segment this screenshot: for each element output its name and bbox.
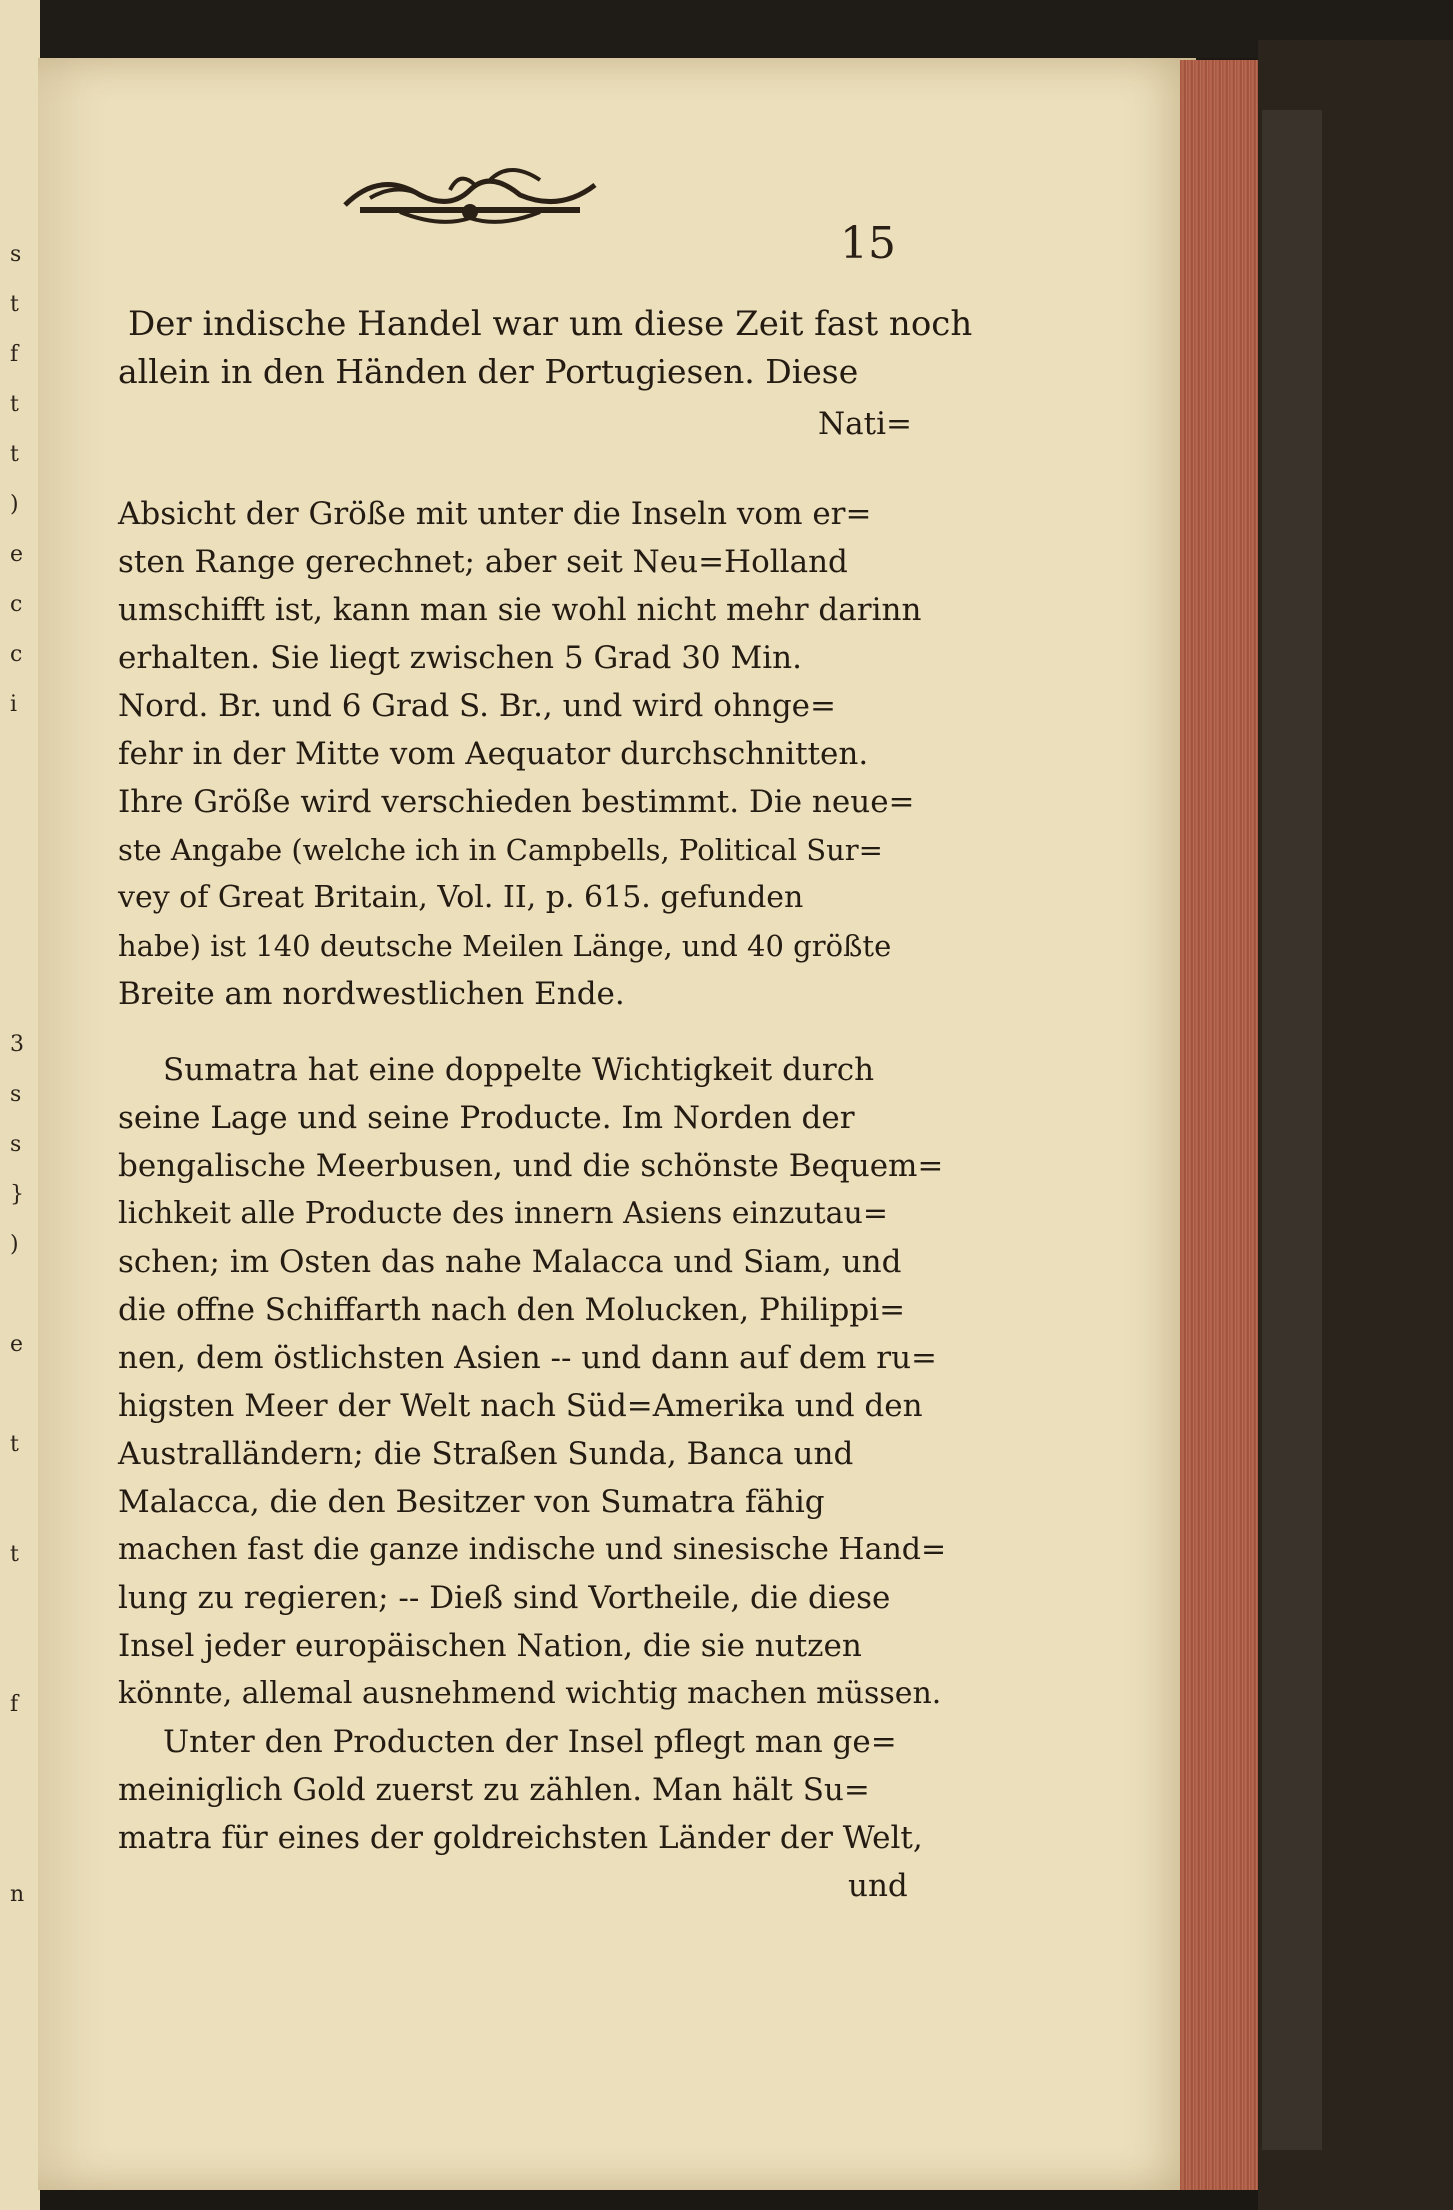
bleed-char: 3 (10, 1032, 24, 1057)
text-line: meiniglich Gold zuerst zu zählen. Man hält Su= (118, 1772, 870, 1808)
bleed-char: t (10, 1432, 19, 1457)
text-line: sten Range gerechnet; aber seit Neu=Holland (118, 544, 848, 580)
bleed-char: t (10, 1542, 19, 1567)
text-line: Breite am nordwestlichen Ende. (118, 976, 625, 1012)
book-cover-spine-shadow (1262, 110, 1322, 2150)
page-fore-edge (1180, 60, 1260, 2190)
text-line: Australländern; die Straßen Sunda, Banca und (118, 1436, 854, 1472)
bleed-char: e (10, 542, 24, 567)
bleed-char: } (10, 1182, 24, 1207)
text-line: Malacca, die den Besitzer von Sumatra fähig (118, 1484, 825, 1520)
text-line: higsten Meer der Welt nach Süd=Amerika und den (118, 1388, 923, 1424)
bleed-char: f (10, 1692, 19, 1717)
text-line: nen, dem östlichsten Asien -- und dann auf dem ru= (118, 1340, 938, 1376)
previous-page-edge (0, 0, 40, 2210)
catchword: und (848, 1868, 908, 1904)
text-line: ste Angabe (welche ich in Campbells, Political Sur= (118, 833, 883, 867)
page-number: 15 (840, 218, 896, 269)
text-line: Ihre Größe wird verschieden bestimmt. Die neue= (118, 784, 915, 820)
text-line: lichkeit alle Producte des innern Asiens einzutau= (118, 1196, 888, 1231)
text-line: erhalten. Sie liegt zwischen 5 Grad 30 Min. (118, 640, 802, 676)
text-line: matra für eines der goldreichsten Länder der Welt, (118, 1820, 923, 1856)
text-line: Sumatra hat eine doppelte Wichtigkeit durch (163, 1052, 875, 1088)
text-line: Der indische Handel war um diese Zeit fast noch (128, 304, 973, 344)
text-line: die offne Schiffarth nach den Molucken, Philippi= (118, 1292, 906, 1328)
book-top-board (0, 0, 1453, 58)
text-line: seine Lage und seine Producte. Im Norden der (118, 1100, 855, 1136)
text-line: Nord. Br. und 6 Grad S. Br., und wird ohnge= (118, 688, 836, 724)
text-line: habe) ist 140 deutsche Meilen Länge, und 40 größte (118, 929, 892, 963)
bleed-char: t (10, 392, 19, 417)
text-line: könnte, allemal ausnehmend wichtig machen müssen. (118, 1676, 942, 1711)
bleed-char: f (10, 342, 19, 367)
bleed-char: e (10, 1332, 24, 1357)
text-line: lung zu regieren; -- Dieß sind Vortheile, die diese (118, 1580, 891, 1616)
text-line: bengalische Meerbusen, und die schönste Bequem= (118, 1148, 944, 1184)
bleed-char: n (10, 1882, 25, 1907)
text-line: allein in den Händen der Portugiesen. Diese (118, 352, 859, 391)
text-line: Absicht der Größe mit unter die Inseln vom er= (118, 496, 872, 532)
text-line: umschifft ist, kann man sie wohl nicht mehr darinn (118, 592, 922, 628)
bleed-char: s (10, 242, 22, 267)
bleed-char: t (10, 292, 19, 317)
text-line: fehr in der Mitte vom Aequator durchschnitten. (118, 736, 869, 772)
bleed-char: s (10, 1132, 22, 1157)
text-line: vey of Great Britain, Vol. II, p. 615. gefunden (118, 880, 804, 915)
text-line: machen fast die ganze indische und sinesische Hand= (118, 1532, 947, 1567)
bleed-char: t (10, 442, 19, 467)
bleed-char: c (10, 642, 23, 667)
bleed-char: i (10, 692, 18, 717)
bleed-char: ) (10, 1232, 19, 1257)
decorative-vignette-icon (340, 150, 600, 230)
catchword: Nati= (818, 406, 912, 442)
text-line: schen; im Osten das nahe Malacca und Siam, und (118, 1244, 902, 1280)
bleed-char: ) (10, 492, 19, 517)
bleed-char: c (10, 592, 23, 617)
bleed-char: s (10, 1082, 22, 1107)
text-line: Insel jeder europäischen Nation, die sie nutzen (118, 1628, 862, 1664)
text-line: Unter den Producten der Insel pflegt man ge= (163, 1724, 897, 1760)
